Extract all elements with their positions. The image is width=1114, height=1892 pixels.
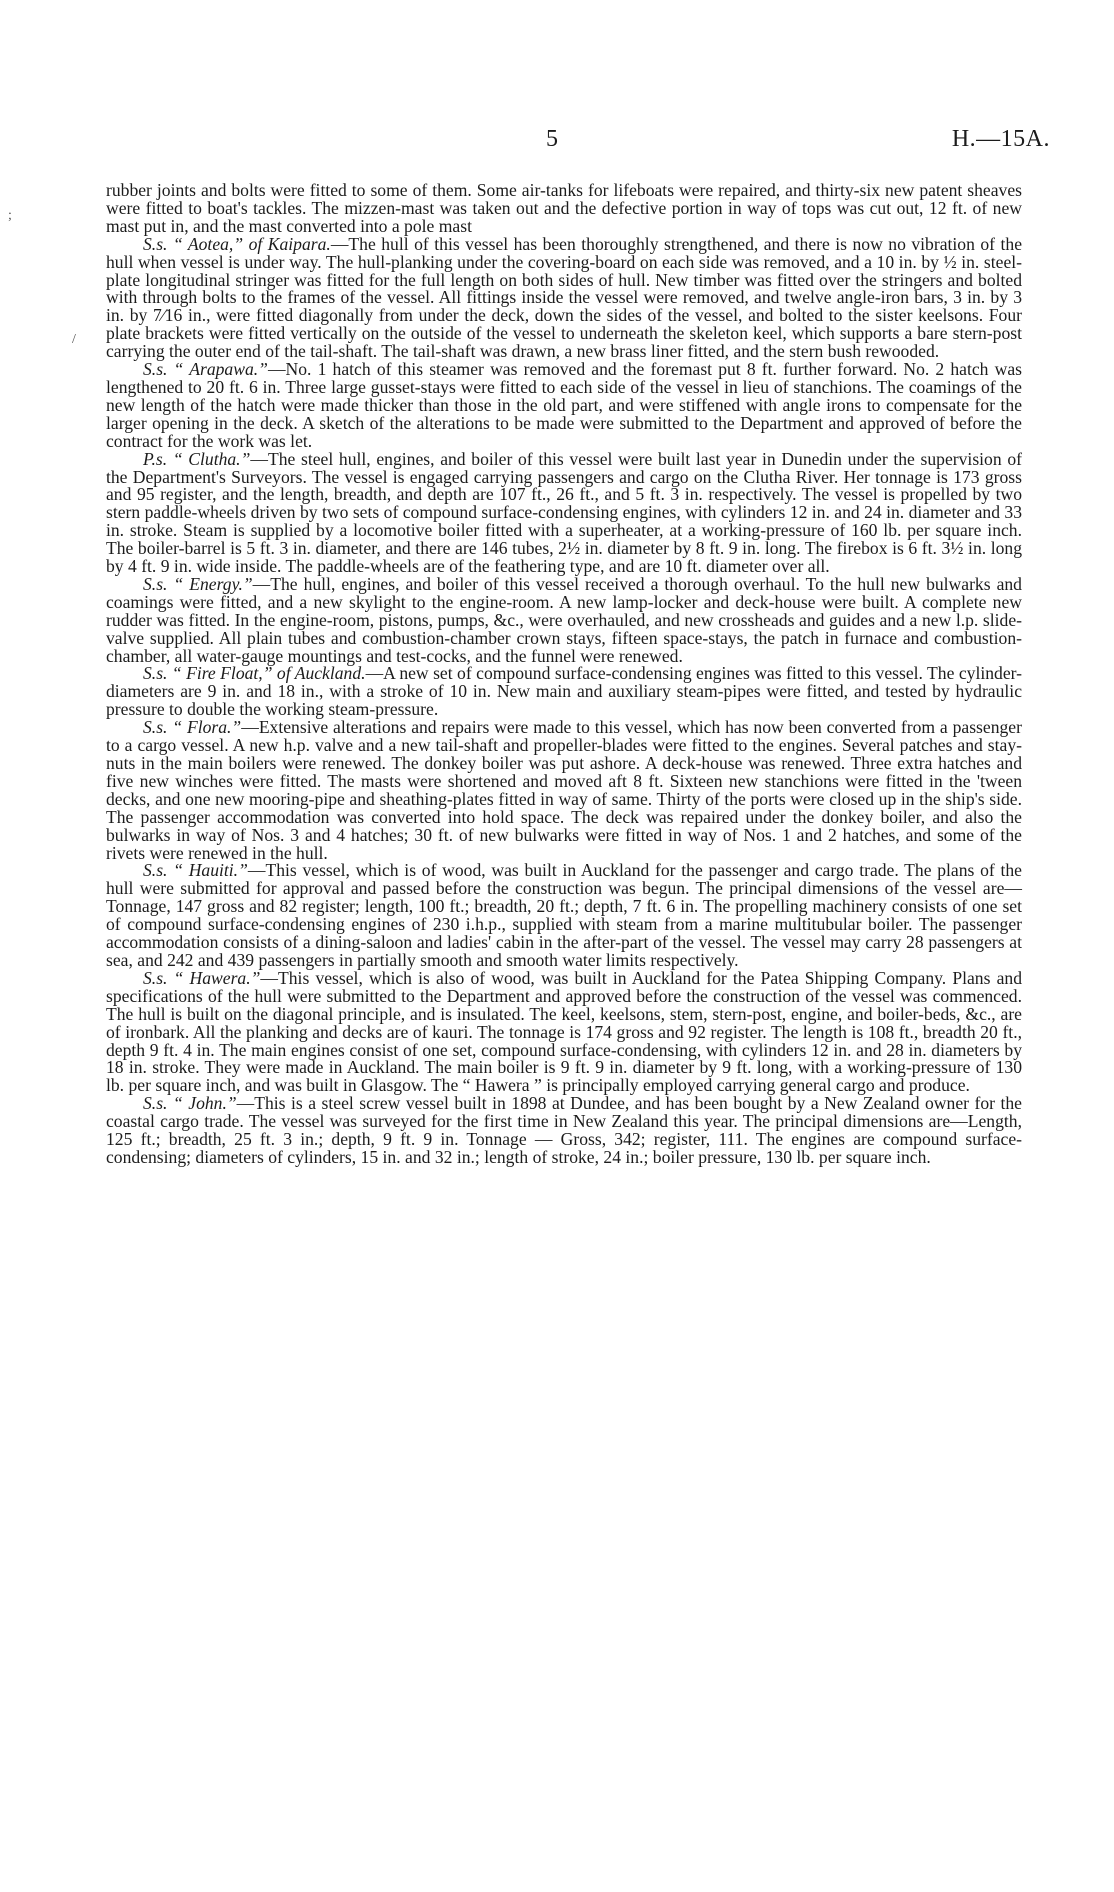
margin-mark: ; [8, 208, 12, 223]
paragraph-energy [106, 573, 1022, 666]
vessel-name: “ Hawera.” [173, 967, 261, 988]
paragraph-text: —No. 1 hatch of this steamer was removed and the foremast put 8 ft. further forward. No. 2 hatch was lengthened to 20 ft. 6 in. Three large gusset-stays were fitted to each side of the vessel in lieu of stanchions. The coamings of the new length of the hatch were made thicker than those in the old part, and were stiffened with angle irons to compensate for the larger opening in the deck. A sketch of the alterations to be made were submitted to the Department and approved of before the contract for the work was let. [106, 359, 1022, 451]
paragraph-flora [106, 719, 1022, 862]
paragraph-john [106, 1095, 1022, 1167]
paragraph-text: —Extensive alterations and repairs were made to this vessel, which has now been converted from a passenger to a cargo vessel. A new h.p. valve and a new tail-shaft and propeller-blades were fitted to the engines. Several patches and stay-nuts in the main boilers were renewed. The donkey boiler was put ashore. A deck-house was renewed. Three extra hatches and five new winches were fitted. The masts were shortened and moved aft 8 ft. Sixteen new stanchions were fitted in the 'tween decks, and one new mooring-pipe and sheathing-plates fitted in way of same. Thirty of the ports were closed up in the ship's side. The passenger accommodation was converted into hold space. The deck was repaired under the donkey boiler, and also the bulwarks in way of Nos. 3 and 4 hatches; 30 ft. of new bulwarks were fitted in way of Nos. 1 and 2 hatches, and some of the rivets were renewed in the hull. [106, 717, 1022, 863]
paragraph-text: —The hull, engines, and boiler of this vessel received a thorough overhaul. To the hull new bulwarks and coamings were fitted, and a new skylight to the engine-room. A new lamp-locker and deck-house were built. A complete new rudder was fitted. In the engine-room, pistons, pumps, &c., were overhauled, and new crossheads and guides and a new l.p. slide-valve supplied. All plain tubes and combustion-chamber crown stays, fifteen space-stays, the patch in furnace and combustion-chamber, all water-gauge mountings and test-cocks, and the funnel were renewed. [106, 573, 1022, 666]
vessel-name: “ Fire Float,” of Auckland. [171, 663, 366, 684]
paragraph-aotea [106, 233, 1022, 362]
margin-mark: / [72, 332, 76, 347]
vessel-prefix: S.s. [143, 663, 168, 684]
paragraph-fire-float [106, 665, 1022, 719]
paragraph-continuation [106, 182, 1022, 236]
vessel-name: “ Clutha.” [172, 448, 251, 469]
paragraph-hawera [106, 967, 1022, 1096]
vessel-prefix: S.s. [143, 967, 168, 988]
vessel-prefix: S.s. [143, 860, 168, 881]
vessel-prefix: S.s. [143, 359, 168, 380]
vessel-prefix: S.s. [143, 233, 168, 254]
page-header [0, 126, 1114, 166]
paragraph-text: —A new set of compound surface-condensing engines was fitted to this vessel. The cylinder-diameters are 9 in. and 18 in., with a stroke of 10 in. New main and auxiliary steam-pipes were fitted, and tested by hydraulic pressure to double the working steam-pressure. [106, 663, 1022, 720]
page-number: 5 [546, 126, 558, 152]
vessel-name: “ Hauiti.” [173, 860, 248, 881]
vessel-name: “ Energy.” [173, 573, 253, 594]
paragraph-text: rubber joints and bolts were fitted to some of them. Some air-tanks for lifeboats were repaired, and thirty-six new patent sheaves were fitted to boat's tackles. The mizzen-mast was taken out and the defective portion in way of tops was cut out, 12 ft. of new mast put in, and the mast converted into a pole mast [106, 180, 1022, 236]
report-code: H.—15A. [951, 126, 1050, 152]
vessel-name: “ Arapawa.” [173, 359, 268, 380]
vessel-prefix: S.s. [143, 573, 168, 594]
report-body [106, 182, 1022, 1167]
vessel-prefix: P.s. [143, 448, 168, 469]
paragraph-text: —This vessel, which is of wood, was built in Auckland for the passenger and cargo trade. The plans of the hull were submitted for approval and passed before the construction was begun. The principal dimensions of the vessel are—Tonnage, 147 gross and 82 register; length, 100 ft.; breadth, 20 ft.; depth, 7 ft. 6 in. The propelling machinery consists of one set of compound surface-condensing engines of 230 i.h.p., supplied with steam from a marine multitubular boiler. The passenger accommodation consists of a dining-saloon and ladies' cabin in the after-part of the vessel. The vessel may carry 28 passengers at sea, and 242 and 439 passengers in partially smooth and smooth water limits respectively. [106, 860, 1022, 970]
vessel-name: “ Aotea,” of Kaipara. [172, 233, 331, 254]
paragraph-hauiti [106, 862, 1022, 969]
paragraph-text: —The hull of this vessel has been thoroughly strengthened, and there is now no vibration of the hull when vessel is under way. The hull-planking under the covering-board on each side was removed, and a 10 in. by ½ in. steel-plate longitudinal stringer was fitted for the full length on both sides of hull. New timber was fitted over the stringers and bolted with through bolts to the frames of the vessel. All fittings inside the vessel were removed, and twelve angle-iron bars, 3 in. by 3 in. by 7⁄16 in., were fitted diagonally from under the deck, down the sides of the vessel, and bolted to the sister keelsons. Four plate brackets were fitted vertically on the outside of the vessel to underneath the skeleton keel, which supports a bare stern-post carrying the outer end of the tail-shaft. The tail-shaft was drawn, a new brass liner fitted, and the stern bush rewooded. [106, 233, 1022, 362]
paragraph-text: —The steel hull, engines, and boiler of this vessel were built last year in Dunedin under the supervision of the Department's Surveyors. The vessel is engaged carrying passengers and cargo on the Clutha River. Her tonnage is 173 gross and 95 register, and the length, breadth, and depth are 107 ft., 26 ft., and 5 ft. 3 in. respectively. The vessel is propelled by two stern paddle-wheels driven by two sets of compound surface-condensing engines, with cylinders 12 in. and 24 in. diameter and 33 in. stroke. Steam is supplied by a locomotive boiler fitted with a superheater, at a working-pressure of 160 lb. per square inch. The boiler-barrel is 5 ft. 3 in. diameter, and there are 146 tubes, 2½ in. diameter by 8 ft. 9 in. long. The firebox is 6 ft. 3½ in. long by 4 ft. 9 in. wide inside. The paddle-wheels are of the feathering type, and are 10 ft. diameter over all. [106, 448, 1022, 577]
vessel-name: “ John.” [172, 1093, 237, 1114]
vessel-name: “ Flora.” [172, 717, 242, 738]
vessel-prefix: S.s. [143, 1093, 168, 1114]
paragraph-clutha [106, 448, 1022, 577]
paragraph-arapawa [106, 361, 1022, 451]
vessel-prefix: S.s. [143, 717, 168, 738]
paragraph-text: —This is a steel screw vessel built in 1898 at Dundee, and has been bought by a New Zealand owner for the coastal cargo trade. The vessel was surveyed for the first time in New Zealand this year. The principal dimensions are—Length, 125 ft.; breadth, 25 ft. 3 in.; depth, 9 ft. 9 in. Tonnage — Gross, 342; register, 111. The engines are compound surface-condensing; diameters of cylinders, 15 in. and 32 in.; length of stroke, 24 in.; boiler pressure, 130 lb. per square inch. [106, 1093, 1022, 1167]
paragraph-text: —This vessel, which is also of wood, was built in Auckland for the Patea Shipping Company. Plans and specifications of the hull were submitted to the Department and approved before the construction of the vessel was commenced. The hull is built on the diagonal principle, and is insulated. The keel, keelsons, stem, stern-post, engine, and boiler-beds, &c., are of ironbark. All the planking and decks are of kauri. The tonnage is 174 gross and 92 register. The length is 108 ft., breadth 20 ft., depth 9 ft. 4 in. The main engines consist of one set, compound surface-condensing, with cylinders 12 in. and 28 in. diameters by 18 in. stroke. They were made in Auckland. The main boiler is 9 ft. 9 in. diameter by 9 ft. long, with a working-pressure of 130 lb. per square inch, and was built in Glasgow. The “ Hawera ” is principally employed carrying general cargo and produce. [106, 967, 1022, 1096]
